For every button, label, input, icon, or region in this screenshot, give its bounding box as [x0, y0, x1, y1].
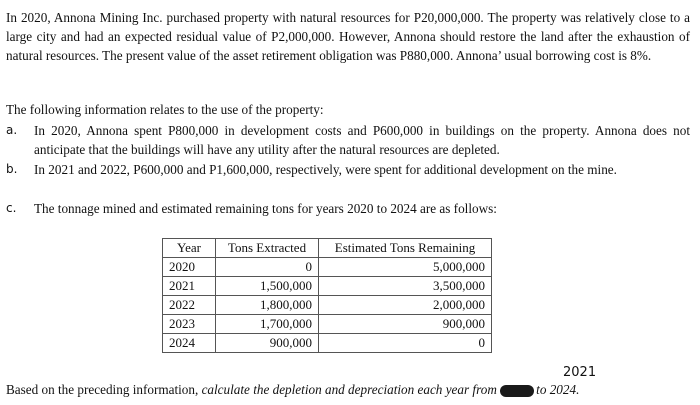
- list-letter: c.: [6, 201, 17, 215]
- overlay-year-annotation: 2021: [563, 365, 597, 380]
- list-item-c: [6, 199, 690, 218]
- cell-year: 2022: [163, 296, 216, 315]
- cell-tons-extracted: 1,800,000: [216, 296, 319, 315]
- list-text: In 2020, Annona spent P800,000 in development costs and P600,000 in buildings on the property. Annona does not anticipate that the buildings will have any utility after the natural resources are depleted.: [34, 123, 690, 157]
- table-row: [163, 258, 492, 277]
- cell-estimated-remaining: 3,500,000: [319, 277, 492, 296]
- tonnage-table: [162, 238, 492, 353]
- closing-italic: calculate the depletion and depreciation each year from: [201, 382, 501, 397]
- closing-prefix: Based on the preceding information,: [6, 382, 202, 397]
- cell-estimated-remaining: 0: [319, 334, 492, 353]
- list-letter: b.: [6, 162, 18, 176]
- table-row: [163, 296, 492, 315]
- cell-estimated-remaining: 2,000,000: [319, 296, 492, 315]
- cell-estimated-remaining: 5,000,000: [319, 258, 492, 277]
- intro-paragraph: In 2020, Annona Mining Inc. purchased property with natural resources for P20,000,000. The property was relatively close to a large city and had an expected residual value of P2,000,000. However, Annona should restore the land after the exhaustion of natural resources. The present value of the asset retirement obligation was P880,000. Annona’ usual borrowing cost is 8%.: [6, 10, 690, 63]
- header-estimated-remaining: Estimated Tons Remaining: [319, 239, 492, 258]
- cell-tons-extracted: 1,500,000: [216, 277, 319, 296]
- cell-tons-extracted: 900,000: [216, 334, 319, 353]
- cell-tons-extracted: 1,700,000: [216, 315, 319, 334]
- table-header-row: [163, 239, 492, 258]
- table-row: [163, 277, 492, 296]
- header-tons-extracted: Tons Extracted: [216, 239, 319, 258]
- list-text: In 2021 and 2022, P600,000 and P1,600,000, respectively, were spent for additional development on the mine.: [34, 162, 617, 177]
- closing-suffix: to 2024.: [536, 382, 580, 397]
- list-item-b: [6, 160, 690, 179]
- cell-year: 2024: [163, 334, 216, 353]
- table-row: [163, 334, 492, 353]
- list-item-a: [6, 121, 690, 159]
- closing-instruction: [6, 380, 579, 399]
- list-letter: a.: [6, 123, 18, 137]
- info-heading: The following information relates to the use of the property:: [6, 102, 324, 117]
- cell-year: 2021: [163, 277, 216, 296]
- header-year: Year: [163, 239, 216, 258]
- ink-blot-icon: [500, 385, 534, 397]
- cell-year: 2023: [163, 315, 216, 334]
- table-row: [163, 315, 492, 334]
- cell-tons-extracted: 0: [216, 258, 319, 277]
- cell-year: 2020: [163, 258, 216, 277]
- list-text: The tonnage mined and estimated remaining tons for years 2020 to 2024 are as follows:: [34, 201, 497, 216]
- cell-estimated-remaining: 900,000: [319, 315, 492, 334]
